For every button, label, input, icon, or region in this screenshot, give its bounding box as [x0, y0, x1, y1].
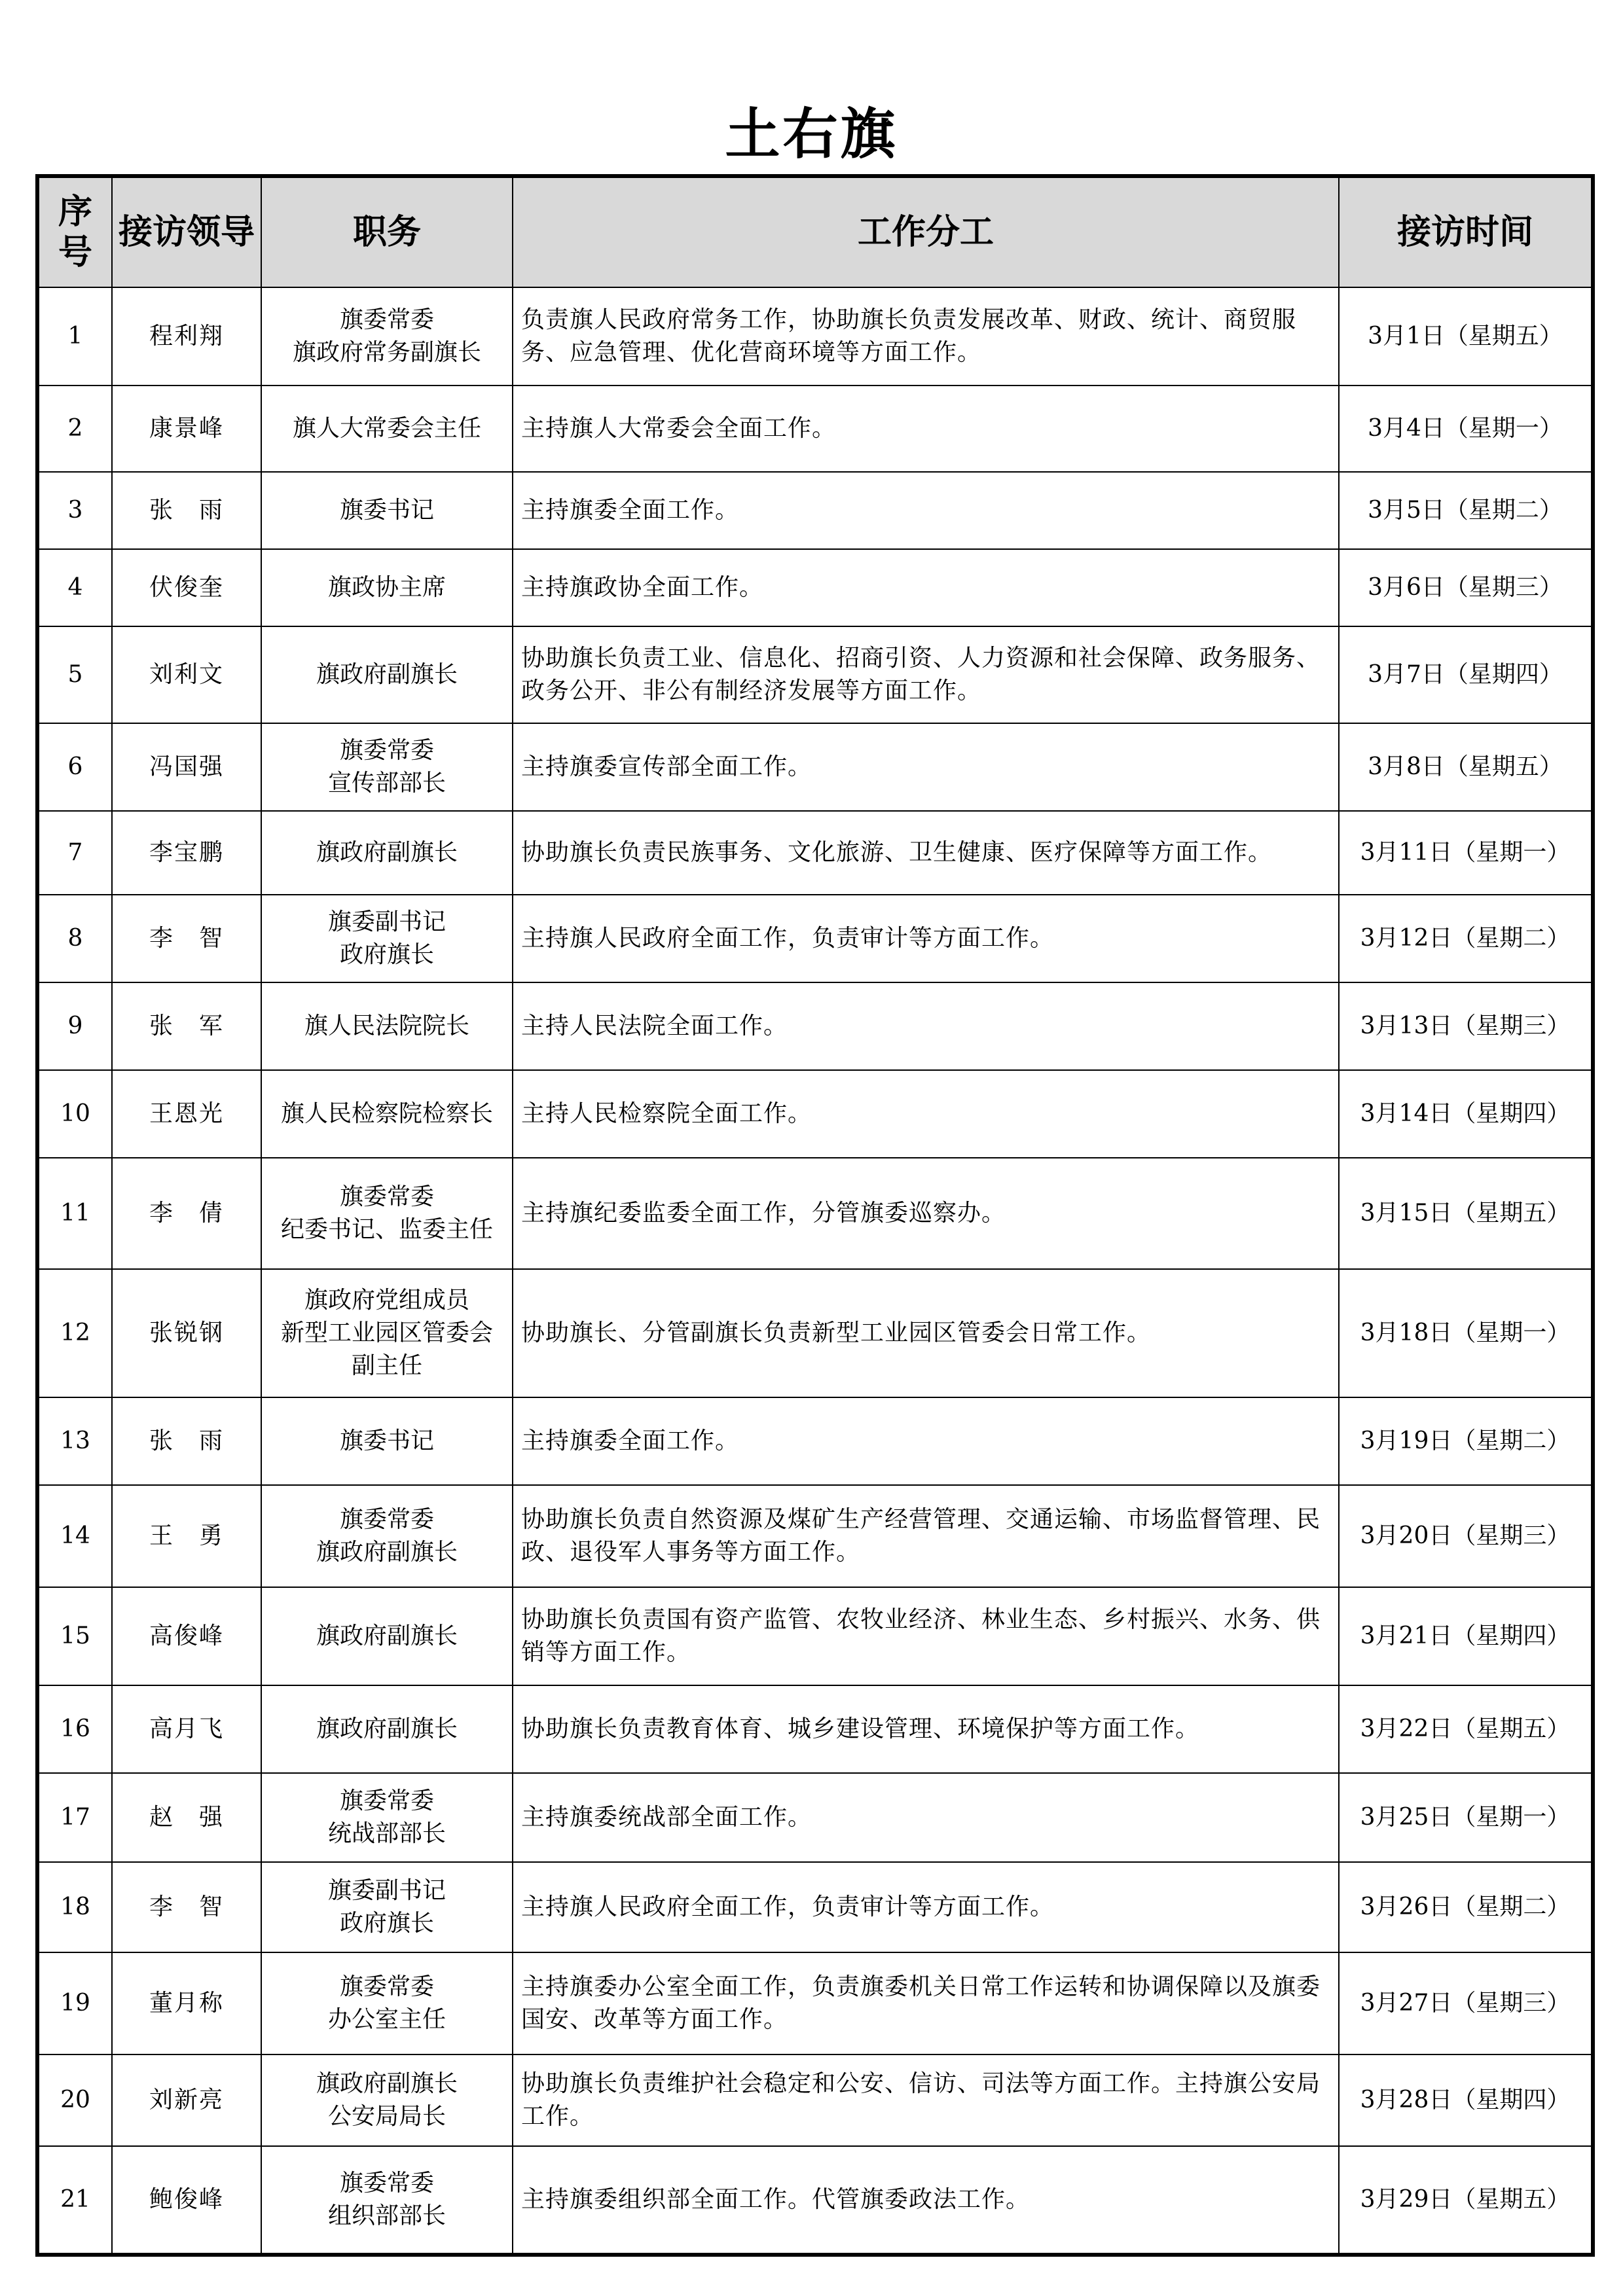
row-time: 3月4日（星期一） [1339, 386, 1593, 472]
table-row [37, 549, 1593, 626]
row-duty: 主持旗委全面工作。 [513, 472, 1339, 549]
table-row [37, 723, 1593, 811]
row-seq: 4 [37, 549, 112, 626]
table-row [37, 386, 1593, 472]
row-leader-name: 张 军 [112, 982, 261, 1070]
row-time: 3月25日（星期一） [1339, 1773, 1593, 1862]
row-position-line: 办公室主任 [327, 2006, 446, 2033]
row-time: 3月28日（星期四） [1339, 2054, 1593, 2146]
row-seq: 14 [37, 1485, 112, 1587]
row-seq: 10 [37, 1070, 112, 1158]
row-position-line: 副主任 [351, 1352, 422, 1379]
row-leader-name: 李 智 [112, 1862, 261, 1952]
table-row [37, 895, 1593, 982]
row-duty: 协助旗长负责维护社会稳定和公安、信访、司法等方面工作。主持旗公安局工作。 [513, 2054, 1339, 2146]
row-position-line: 旗政府副旗长 [316, 1715, 458, 1742]
row-duty: 主持旗人民政府全面工作，负责审计等方面工作。 [513, 895, 1339, 982]
row-leader-name: 康景峰 [112, 386, 261, 472]
row-leader-name: 鲍俊峰 [112, 2146, 261, 2255]
table-row [37, 2054, 1593, 2146]
row-position-line: 组织部部长 [327, 2202, 446, 2229]
row-position-line: 旗政府副旗长 [316, 1623, 458, 1649]
row-leader-name: 王恩光 [112, 1070, 261, 1158]
row-leader-name: 刘利文 [112, 626, 261, 723]
header-seq-top: 序 [58, 192, 92, 232]
row-position [261, 1158, 513, 1269]
row-duty: 主持旗委统战部全面工作。 [513, 1773, 1339, 1862]
row-duty: 协助旗长负责工业、信息化、招商引资、人力资源和社会保障、政务服务、政务公开、非公有制经济发展等方面工作。 [513, 626, 1339, 723]
row-seq: 5 [37, 626, 112, 723]
row-position-line: 旗委常委 [339, 1787, 434, 1814]
row-duty: 协助旗长负责国有资产监管、农牧业经济、林业生态、乡村振兴、水务、供销等方面工作。 [513, 1587, 1339, 1685]
table-row [37, 1397, 1593, 1485]
row-position-line: 政府旗长 [339, 941, 434, 968]
row-time: 3月14日（星期四） [1339, 1070, 1593, 1158]
row-position-line: 公安局局长 [327, 2103, 446, 2130]
row-position [261, 1269, 513, 1397]
row-leader-name: 李 倩 [112, 1158, 261, 1269]
row-leader-name: 高俊峰 [112, 1587, 261, 1685]
row-position [261, 2054, 513, 2146]
table-row [37, 1862, 1593, 1952]
row-position [261, 472, 513, 549]
row-duty: 主持旗委全面工作。 [513, 1397, 1339, 1485]
row-position [261, 723, 513, 811]
row-position-line: 旗委常委 [339, 306, 434, 333]
row-leader-name: 程利翔 [112, 287, 261, 386]
row-time: 3月12日（星期二） [1339, 895, 1593, 982]
row-position [261, 549, 513, 626]
row-seq: 1 [37, 287, 112, 386]
row-position-line: 旗委副书记 [327, 908, 446, 935]
row-position [261, 811, 513, 895]
row-position [261, 1773, 513, 1862]
row-seq: 11 [37, 1158, 112, 1269]
row-time: 3月27日（星期三） [1339, 1952, 1593, 2054]
row-leader-name: 伏俊奎 [112, 549, 261, 626]
row-position [261, 1070, 513, 1158]
reception-schedule-table [35, 174, 1595, 2257]
row-leader-name: 王 勇 [112, 1485, 261, 1587]
header-position: 职务 [261, 176, 513, 287]
table-row [37, 811, 1593, 895]
row-time: 3月6日（星期三） [1339, 549, 1593, 626]
row-seq: 6 [37, 723, 112, 811]
row-position [261, 1685, 513, 1773]
row-duty: 主持人民检察院全面工作。 [513, 1070, 1339, 1158]
document-title: 土右旗 [725, 102, 898, 166]
header-leader: 接访领导 [112, 176, 261, 287]
row-seq: 19 [37, 1952, 112, 2054]
header-time: 接访时间 [1339, 176, 1593, 287]
row-position [261, 1397, 513, 1485]
row-position-line: 统战部部长 [327, 1820, 446, 1847]
row-seq: 2 [37, 386, 112, 472]
row-duty: 主持人民法院全面工作。 [513, 982, 1339, 1070]
row-position-line: 旗委书记 [339, 1427, 434, 1454]
row-duty: 主持旗委组织部全面工作。代管旗委政法工作。 [513, 2146, 1339, 2255]
row-position [261, 895, 513, 982]
row-seq: 9 [37, 982, 112, 1070]
row-duty: 协助旗长、分管副旗长负责新型工业园区管委会日常工作。 [513, 1269, 1339, 1397]
table-row [37, 1070, 1593, 1158]
row-position-line: 旗政协主席 [327, 574, 446, 601]
table-row [37, 1485, 1593, 1587]
row-position [261, 1862, 513, 1952]
row-position-line: 旗委常委 [339, 2170, 434, 2197]
row-seq: 13 [37, 1397, 112, 1485]
row-position [261, 982, 513, 1070]
row-seq: 15 [37, 1587, 112, 1685]
row-position [261, 287, 513, 386]
row-duty: 协助旗长负责民族事务、文化旅游、卫生健康、医疗保障等方面工作。 [513, 811, 1339, 895]
row-time: 3月19日（星期二） [1339, 1397, 1593, 1485]
row-position-line: 旗政府副旗长 [316, 661, 458, 688]
row-duty: 主持旗纪委监委全面工作，分管旗委巡察办。 [513, 1158, 1339, 1269]
row-time: 3月7日（星期四） [1339, 626, 1593, 723]
row-leader-name: 董月称 [112, 1952, 261, 2054]
row-seq: 3 [37, 472, 112, 549]
row-duty: 协助旗长负责自然资源及煤矿生产经营管理、交通运输、市场监督管理、民政、退役军人事务等方面工作。 [513, 1485, 1339, 1587]
row-position [261, 2146, 513, 2255]
row-position-line: 旗政府党组成员 [304, 1287, 469, 1314]
row-time: 3月8日（星期五） [1339, 723, 1593, 811]
row-seq: 21 [37, 2146, 112, 2255]
row-time: 3月22日（星期五） [1339, 1685, 1593, 1773]
table-row [37, 1269, 1593, 1397]
row-time: 3月11日（星期一） [1339, 811, 1593, 895]
row-seq: 20 [37, 2054, 112, 2146]
row-seq: 7 [37, 811, 112, 895]
row-position-line: 旗委书记 [339, 497, 434, 524]
row-leader-name: 刘新亮 [112, 2054, 261, 2146]
row-leader-name: 高月飞 [112, 1685, 261, 1773]
row-position [261, 626, 513, 723]
row-duty: 主持旗人大常委会全面工作。 [513, 386, 1339, 472]
table-row [37, 1158, 1593, 1269]
row-time: 3月26日（星期二） [1339, 1862, 1593, 1952]
row-leader-name: 张锐钢 [112, 1269, 261, 1397]
table-row [37, 287, 1593, 386]
header-duty: 工作分工 [513, 176, 1339, 287]
row-position [261, 1587, 513, 1685]
row-leader-name: 张 雨 [112, 472, 261, 549]
table-row [37, 1773, 1593, 1862]
table-row [37, 472, 1593, 549]
row-position-line: 旗委常委 [339, 1506, 434, 1533]
row-time: 3月18日（星期一） [1339, 1269, 1593, 1397]
row-time: 3月21日（星期四） [1339, 1587, 1593, 1685]
row-time: 3月29日（星期五） [1339, 2146, 1593, 2255]
row-position-line: 旗人大常委会主任 [292, 415, 481, 442]
row-duty: 主持旗人民政府全面工作，负责审计等方面工作。 [513, 1862, 1339, 1952]
table-row [37, 1587, 1593, 1685]
row-leader-name: 李 智 [112, 895, 261, 982]
row-time: 3月5日（星期二） [1339, 472, 1593, 549]
row-time: 3月20日（星期三） [1339, 1485, 1593, 1587]
row-position-line: 旗人民法院院长 [304, 1013, 469, 1039]
row-duty: 协助旗长负责教育体育、城乡建设管理、环境保护等方面工作。 [513, 1685, 1339, 1773]
row-duty: 主持旗政协全面工作。 [513, 549, 1339, 626]
row-seq: 8 [37, 895, 112, 982]
row-leader-name: 冯国强 [112, 723, 261, 811]
row-position-line: 旗政府副旗长 [316, 839, 458, 866]
row-duty: 主持旗委宣传部全面工作。 [513, 723, 1339, 811]
row-leader-name: 赵 强 [112, 1773, 261, 1862]
row-position-line: 新型工业园区管委会 [280, 1319, 493, 1346]
row-seq: 17 [37, 1773, 112, 1862]
row-position-line: 旗委常委 [339, 1183, 434, 1210]
row-leader-name: 张 雨 [112, 1397, 261, 1485]
row-position-line: 旗政府副旗长 [316, 1539, 458, 1566]
table-body [37, 287, 1593, 2255]
row-position [261, 1952, 513, 2054]
row-position-line: 旗政府副旗长 [316, 2070, 458, 2097]
row-leader-name: 李宝鹏 [112, 811, 261, 895]
row-position [261, 386, 513, 472]
header-seq [37, 176, 112, 287]
row-seq: 18 [37, 1862, 112, 1952]
row-position-line: 旗委副书记 [327, 1877, 446, 1904]
row-seq: 16 [37, 1685, 112, 1773]
row-duty: 负责旗人民政府常务工作，协助旗长负责发展改革、财政、统计、商贸服务、应急管理、优化营商环境等方面工作。 [513, 287, 1339, 386]
table-header-row [37, 176, 1593, 287]
table-row [37, 1685, 1593, 1773]
row-duty: 主持旗委办公室全面工作，负责旗委机关日常工作运转和协调保障以及旗委国安、改革等方面工作。 [513, 1952, 1339, 2054]
table-row [37, 626, 1593, 723]
row-position-line: 旗人民检察院检察长 [280, 1100, 493, 1127]
row-time: 3月15日（星期五） [1339, 1158, 1593, 1269]
row-position-line: 政府旗长 [339, 1910, 434, 1937]
row-seq: 12 [37, 1269, 112, 1397]
row-position-line: 宣传部部长 [327, 770, 446, 797]
row-position [261, 1485, 513, 1587]
table-row [37, 1952, 1593, 2054]
row-position-line: 旗委常委 [339, 737, 434, 764]
row-time: 3月1日（星期五） [1339, 287, 1593, 386]
row-position-line: 纪委书记、监委主任 [280, 1216, 493, 1243]
header-seq-bottom: 号 [58, 233, 92, 272]
table-row [37, 982, 1593, 1070]
row-position-line: 旗委常委 [339, 1973, 434, 2000]
row-position-line: 旗政府常务副旗长 [292, 339, 481, 366]
table-row [37, 2146, 1593, 2255]
row-time: 3月13日（星期三） [1339, 982, 1593, 1070]
